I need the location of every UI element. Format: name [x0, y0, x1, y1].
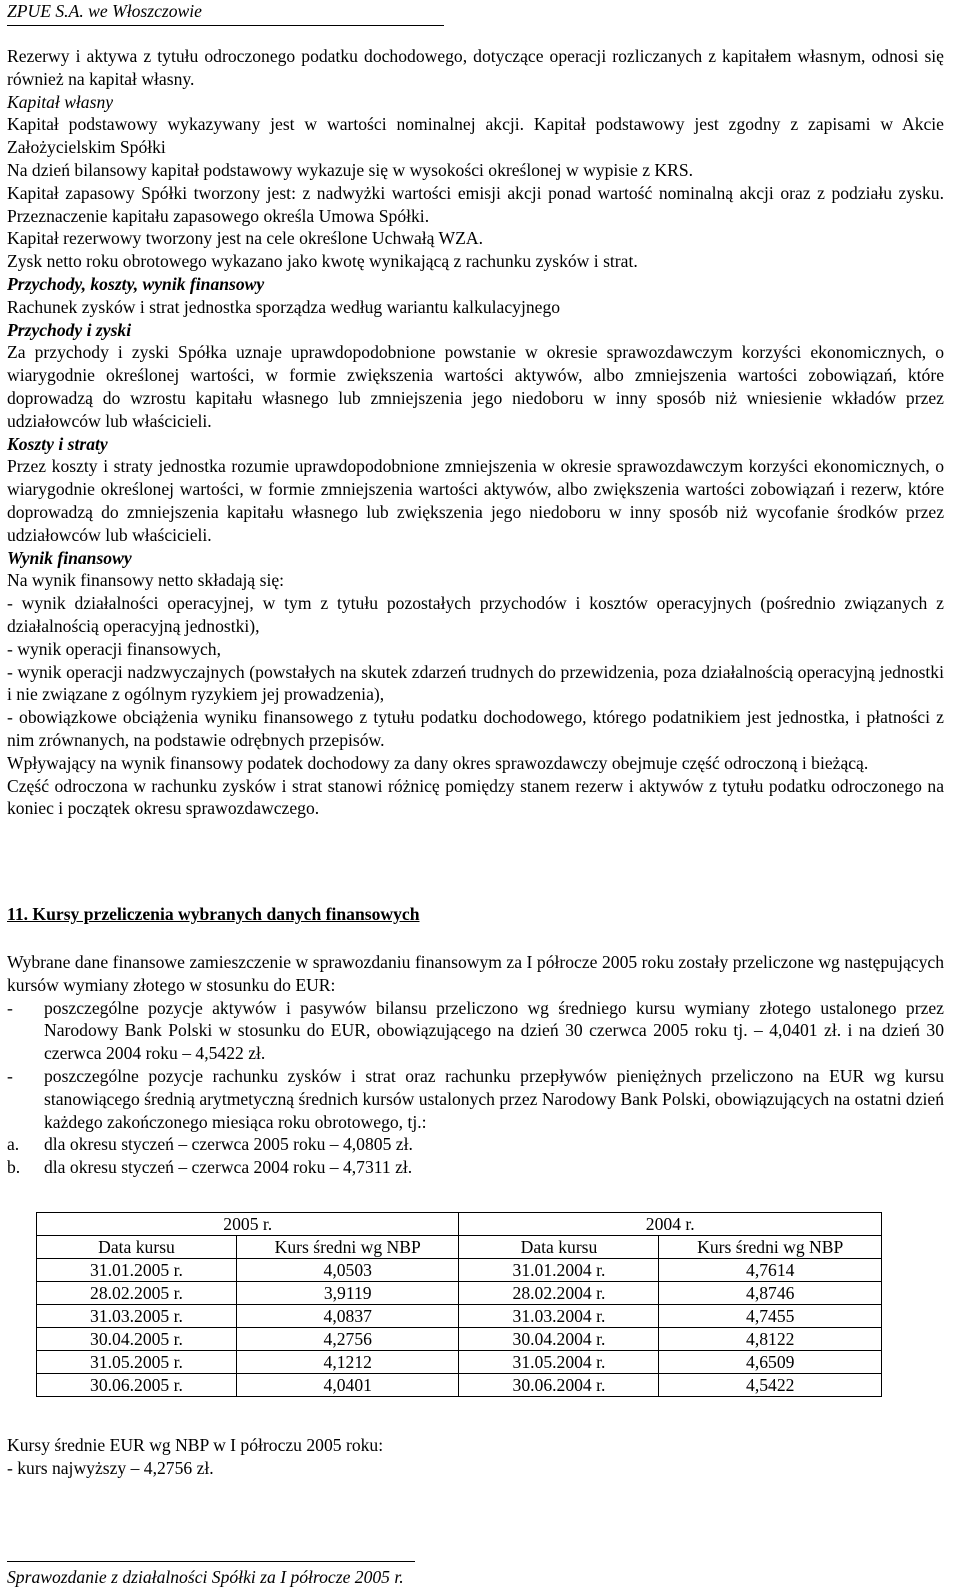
table-header-row: [37, 1236, 882, 1259]
table-cell: 4,6509: [659, 1351, 882, 1374]
list-marker: a.: [7, 1134, 20, 1155]
column-header: Data kursu: [459, 1236, 659, 1259]
table-cell: 4,8122: [659, 1328, 882, 1351]
footer-title: Sprawozdanie z działalności Spółki za I półrocze 2005 r.: [7, 1567, 404, 1587]
paragraph: Część odroczona w rachunku zysków i strat stanowi różnicę pomiędzy stanem rezerw i aktywów z tytułu podatku odroczonego na koniec i początek okresu sprawozdawczego.: [7, 775, 944, 819]
paragraph: Wpływający na wynik finansowy podatek dochodowy za dany okres sprawozdawczy obejmuje część odroczoną i bieżącą.: [7, 752, 869, 773]
table-cell: 31.01.2004 r.: [459, 1259, 659, 1282]
subheading-costs: Koszty i straty: [7, 433, 108, 454]
column-header: Kurs średni wg NBP: [659, 1236, 882, 1259]
section-11-title: 11. Kursy przeliczenia wybranych danych finansowych: [7, 904, 420, 924]
column-header: Data kursu: [37, 1236, 237, 1259]
table-cell: 4,0503: [236, 1259, 459, 1282]
list-item: - obowiązkowe obciążenia wyniku finansowego z tytułu podatku dochodowego, którego podatnikiem jest jednostka, i płatności z nim zrównanych, na podstawie odrębnych przepisów.: [7, 707, 944, 750]
list-marker: -: [7, 1065, 13, 1086]
list-text: dla okresu styczeń – czerwca 2005 roku – 4,0805 zł.: [44, 1134, 413, 1155]
table-row: [37, 1351, 882, 1374]
subheading-equity: Kapitał własny: [7, 91, 114, 112]
paragraph: Kapitał podstawowy wykazywany jest w wartości nominalnej akcji. Kapitał podstawowy jest zgodny z zapisami w Akcie Założycielskim Spółki: [7, 114, 944, 158]
subheading-result: Wynik finansowy: [7, 547, 132, 568]
table-cell: 30.04.2004 r.: [459, 1328, 659, 1351]
list-text: dla okresu styczeń – czerwca 2004 roku – 4,7311 zł.: [44, 1157, 413, 1178]
list-item: [7, 997, 944, 1065]
list-item: [7, 1156, 944, 1179]
table-cell: 30.04.2005 r.: [37, 1328, 237, 1351]
year-header: 2004 r.: [459, 1213, 882, 1236]
paragraph: Rezerwy i aktywa z tytułu odroczonego podatku dochodowego, dotyczące operacji rozliczanych z kapitałem własnym, odnosi się również na kapitał własny.: [7, 46, 944, 89]
table-cell: 31.05.2004 r.: [459, 1351, 659, 1374]
paragraph: Za przychody i zyski Spółka uznaje uprawdopodobnione powstanie w okresie sprawozdawczym korzyści ekonomicznych, o wiarygodnie określonej wartości, w formie zwiększenia wartości aktywów, albo zmniejszenia wartości zobowiązań, które doprowadzą do wzrostu kapitału własnego lub zmniejszenia jego niedoboru w inny sposób niż wniesienie wkładów przez udziałowców lub właścicieli.: [7, 342, 944, 431]
paragraph: Rachunek zysków i strat jednostka sporządza według wariantu kalkulacyjnego: [7, 296, 561, 317]
table-cell: 28.02.2004 r.: [459, 1282, 659, 1305]
section-heading: [7, 903, 944, 926]
table-row: [37, 1328, 882, 1351]
table-cell: 4,0837: [236, 1305, 459, 1328]
subheading-revenue: Przychody i zyski: [7, 319, 132, 340]
policy-block: [7, 45, 944, 820]
table-year-row: [37, 1213, 882, 1236]
exchange-rate-table: [36, 1212, 882, 1397]
table-row: [37, 1305, 882, 1328]
table-cell: 4,1212: [236, 1351, 459, 1374]
table-cell: 4,2756: [236, 1328, 459, 1351]
section-11-body: [7, 951, 944, 1179]
list-item: [7, 1065, 944, 1133]
table-cell: 31.01.2005 r.: [37, 1259, 237, 1282]
list-item: - wynik operacji nadzwyczajnych (powstałych na skutek zdarzeń trudnych do przewidzenia, poza działalnością operacyjną jednostki i nie związane z ogólnym ryzykiem jej prowadzenia),: [7, 661, 944, 705]
list-item: [7, 1133, 944, 1156]
table-cell: 4,8746: [659, 1282, 882, 1305]
table-cell: 4,7455: [659, 1305, 882, 1328]
list-item: - wynik działalności operacyjnej, w tym z tytułu pozostałych przychodów i kosztów operacyjnych (pośrednio związanych z działalnością operacyjną jednostki),: [7, 593, 944, 636]
table-cell: 4,0401: [236, 1374, 459, 1397]
table-cell: 31.05.2005 r.: [37, 1351, 237, 1374]
subheading-revenue-costs: Przychody, koszty, wynik finansowy: [7, 273, 265, 294]
paragraph: Zysk netto roku obrotowego wykazano jako kwotę wynikającą z rachunku zysków i strat.: [7, 251, 638, 272]
column-header: Kurs średni wg NBP: [236, 1236, 459, 1259]
table-cell: 31.03.2004 r.: [459, 1305, 659, 1328]
list-item: - wynik operacji finansowych,: [7, 638, 221, 659]
list-text: poszczególne pozycje rachunku zysków i strat oraz rachunku przepływów pieniężnych przeliczono na EUR wg kursu stanowiącego średnią arytmetyczną średnich kursów ustalonych przez Narodowy Bank Polski, obowiązujących na ostatni dzień każdego zakończonego miesiąca roku obrotowego, tj.:: [44, 1065, 944, 1132]
summary-line: - kurs najwyższy – 4,2756 zł.: [7, 1457, 214, 1478]
paragraph: Na wynik finansowy netto składają się:: [7, 570, 285, 591]
header-rule: [7, 25, 444, 26]
table-cell: 4,7614: [659, 1259, 882, 1282]
table-row: [37, 1374, 882, 1397]
paragraph: Kapitał zapasowy Spółki tworzony jest: z nadwyżki wartości emisji akcji ponad wartość nominalną akcji oraz z podziału zysku. Przeznaczenie kapitału zapasowego określa Umowa Spółki.: [7, 182, 944, 226]
table-cell: 30.06.2005 r.: [37, 1374, 237, 1397]
paragraph: Na dzień bilansowy kapitał podstawowy wykazuje się w wysokości określonej w wypisie z KRS.: [7, 159, 694, 180]
year-header: 2005 r.: [37, 1213, 459, 1236]
table-cell: 4,5422: [659, 1374, 882, 1397]
footer-rule: [7, 1561, 415, 1562]
summary-line: Kursy średnie EUR wg NBP w I półroczu 2005 roku:: [7, 1435, 384, 1455]
list-text: poszczególne pozycje aktywów i pasywów bilansu przeliczono wg średniego kursu wymiany złotego ustalonego przez Narodowy Bank Polski w stosunku do EUR, obowiązującego na dzień 30 czerwca 2005 roku tj. – 4,0401 zł. i na dzień 30 czerwca 2004 roku – 4,5422 zł.: [44, 997, 944, 1064]
rates-summary: [7, 1434, 944, 1480]
table-row: [37, 1282, 882, 1305]
table-row: [37, 1259, 882, 1282]
paragraph: Wybrane dane finansowe zamieszczenie w sprawozdaniu finansowym za I półrocze 2005 roku zostały przeliczone wg następujących kursów wymiany złotego w stosunku do EUR:: [7, 952, 944, 995]
paragraph: Przez koszty i straty jednostka rozumie uprawdopodobnione zmniejszenia w okresie sprawozdawczym korzyści ekonomicznych, o wiarygodnie określonej wartości, w formie zmniejszenia wartości aktywów, albo zwiększenia wartości zobowiązań i rezerw, które doprowadzą do zmniejszenia kapitału własnego lub zwiększenia jego niedoboru w inny sposób niż wycofanie środków przez udziałowców lub właścicieli.: [7, 456, 944, 545]
table-cell: 3,9119: [236, 1282, 459, 1305]
list-marker: b.: [7, 1157, 21, 1178]
table-cell: 28.02.2005 r.: [37, 1282, 237, 1305]
list-marker: -: [7, 997, 13, 1018]
paragraph: Kapitał rezerwowy tworzony jest na cele określone Uchwałą WZA.: [7, 228, 483, 249]
header-title: ZPUE S.A. we Włoszczowie: [7, 1, 202, 21]
table-cell: 30.06.2004 r.: [459, 1374, 659, 1397]
table-cell: 31.03.2005 r.: [37, 1305, 237, 1328]
